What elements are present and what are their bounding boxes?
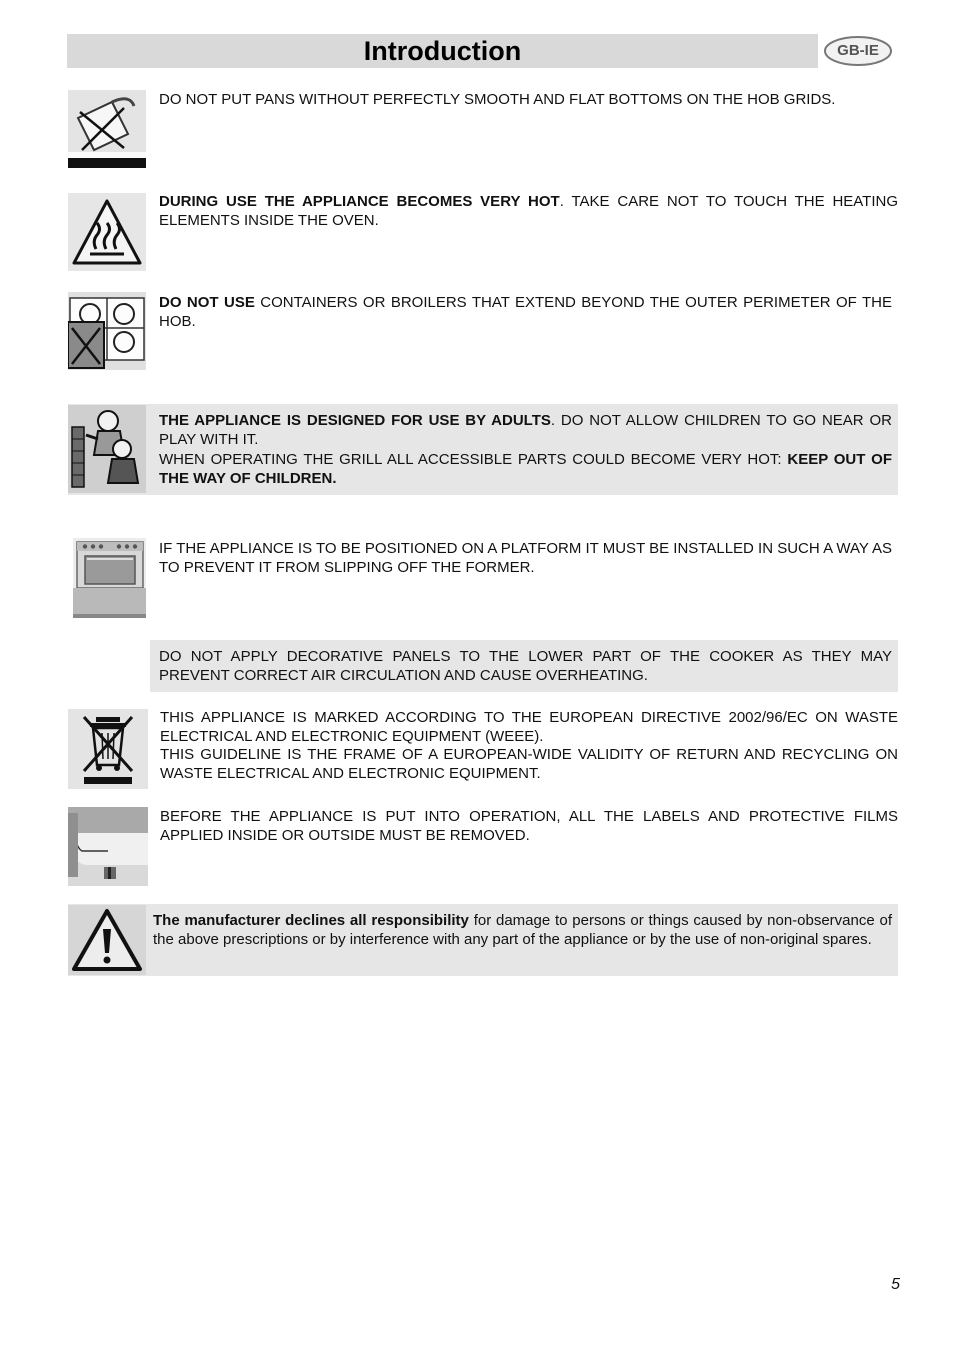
oversized-container-prohibited-icon — [68, 292, 146, 370]
section-text: . DO NOT ALLOW CHILDREN TO GO NEAR OR PLAY WITH IT. — [159, 412, 892, 448]
section-decorative-panels — [159, 648, 892, 685]
section-text-2: THIS GUIDELINE IS THE FRAME OF A EUROPEAN-WIDE VALIDITY OF RETURN AND RECYCLING ON WASTE ELECTRICAL AND ELECTRONIC EQUIPMENT. — [160, 746, 898, 782]
section-bold-text: THE APPLIANCE IS DESIGNED FOR USE BY ADULTS — [159, 412, 551, 429]
section-container-size — [159, 294, 892, 331]
section-weee — [160, 709, 898, 783]
section-text: BEFORE THE APPLIANCE IS PUT INTO OPERATION, ALL THE LABELS AND PROTECTIVE FILMS APPLIED INSIDE OR OUTSIDE MUST BE REMOVED. — [160, 808, 898, 844]
header-bar — [67, 34, 818, 68]
flat-pan-prohibited-icon — [68, 90, 146, 168]
section-text-2: WHEN OPERATING THE GRILL ALL ACCESSIBLE PARTS COULD BECOME VERY HOT: — [159, 451, 788, 468]
section-text: DO NOT PUT PANS WITHOUT PERFECTLY SMOOTH AND FLAT BOTTOMS ON THE HOB GRIDS. — [159, 91, 836, 108]
section-bold-text: The manufacturer declines all responsibility — [153, 912, 469, 929]
section-bold-text: DURING USE THE APPLIANCE BECOMES VERY HOT — [159, 193, 560, 210]
section-appliance-hot — [159, 193, 898, 230]
section-text: DO NOT APPLY DECORATIVE PANELS TO THE LOWER PART OF THE COOKER AS THEY MAY PREVENT CORRECT AIR CIRCULATION AND CAUSE OVERHEATING. — [159, 648, 892, 684]
section-children — [159, 412, 892, 488]
protective-film-icon — [68, 807, 148, 886]
page-number: 5 — [891, 1276, 900, 1293]
section-text: for damage to persons or things caused by non-observance of the above prescriptions or by interference with any part of the appliance or by the use of non-original spares. — [153, 912, 892, 948]
section-platform — [159, 540, 892, 577]
section-responsibility — [153, 912, 892, 949]
section-text: IF THE APPLIANCE IS TO BE POSITIONED ON A PLATFORM IT MUST BE INSTALLED IN SUCH A WAY AS TO PREVENT IT FROM SLIPPING OFF THE FORMER. — [159, 540, 892, 576]
section-text: . TAKE CARE NOT TO TOUCH THE HEATING ELEMENTS INSIDE THE OVEN. — [159, 193, 899, 229]
region-badge-label: GB-IE — [837, 42, 879, 59]
crossed-bin-weee-icon — [68, 709, 148, 789]
cooker-on-platform-icon — [73, 538, 146, 618]
region-badge — [823, 35, 893, 67]
general-warning-icon — [68, 905, 146, 975]
page-title: Introduction — [363, 36, 522, 66]
section-bold-text-2: KEEP OUT OF THE WAY OF CHILDREN. — [159, 451, 892, 487]
section-text: THIS APPLIANCE IS MARKED ACCORDING TO THE EUROPEAN DIRECTIVE 2002/96/EC ON WASTE ELECTRICAL AND ELECTRONIC EQUIPMENT (WEEE). — [160, 709, 898, 745]
section-text: CONTAINERS OR BROILERS THAT EXTEND BEYOND THE OUTER PERIMETER OF THE HOB. — [159, 294, 892, 330]
section-pan-bottoms — [159, 91, 898, 110]
children-warning-icon — [68, 405, 146, 493]
section-bold-text: DO NOT USE — [159, 294, 255, 311]
section-protective-films — [160, 808, 898, 845]
hot-surface-warning-icon — [68, 193, 146, 271]
